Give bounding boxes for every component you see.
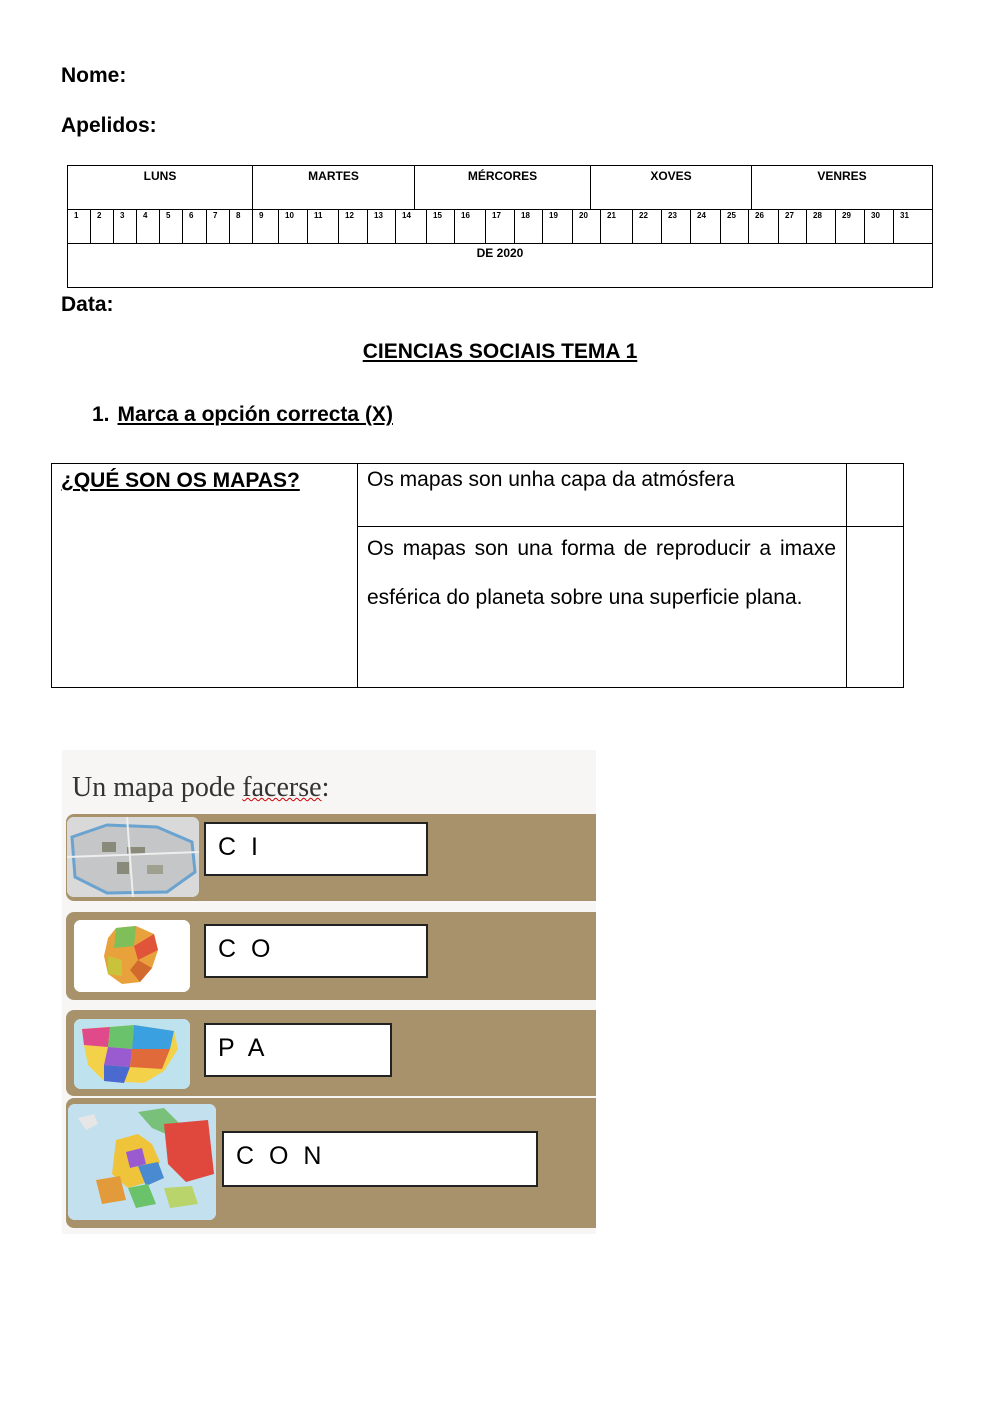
calendar-day-number[interactable]: 11 [308, 210, 339, 243]
option-row-1 [358, 464, 903, 527]
calendar-day-number[interactable]: 7 [207, 210, 230, 243]
surname-label: Apelidos: [61, 114, 157, 137]
option-1-checkbox[interactable] [847, 464, 903, 526]
day-monday[interactable]: LUNS [68, 166, 253, 209]
calendar-day-number[interactable]: 16 [455, 210, 486, 243]
day-tuesday[interactable]: MARTES [253, 166, 415, 209]
calendar-day-number[interactable]: 15 [427, 210, 455, 243]
calendar-day-number[interactable]: 25 [721, 210, 749, 243]
map-types-panel [62, 750, 596, 1234]
calendar-day-number[interactable]: 21 [601, 210, 633, 243]
question-table [51, 463, 904, 688]
calendar-day-number[interactable]: 26 [749, 210, 779, 243]
calendar-day-number[interactable]: 4 [137, 210, 160, 243]
answer-box-4[interactable]: C O N [222, 1131, 538, 1187]
country-map-icon [74, 1019, 190, 1089]
calendar-day-number[interactable]: 17 [486, 210, 515, 243]
question-instruction: Marca a opción correcta (X) [117, 403, 393, 426]
option-row-2 [358, 527, 903, 687]
answer-box-1[interactable]: C I [204, 822, 428, 876]
option-2-cell [358, 527, 847, 687]
calendar-day-number[interactable]: 3 [114, 210, 137, 243]
calendar-day-number[interactable]: 1 [68, 210, 91, 243]
calendar-day-number[interactable]: 6 [183, 210, 207, 243]
calendar-day-number[interactable]: 22 [633, 210, 662, 243]
option-1-text: Os mapas son unha capa da atmósfera [358, 464, 847, 526]
calendar-day-number[interactable]: 29 [836, 210, 865, 243]
calendar-day-number[interactable]: 19 [543, 210, 573, 243]
day-friday[interactable]: VENRES [817, 169, 867, 183]
day-wednesday[interactable]: MÉRCORES [415, 166, 591, 209]
calendar-day-number[interactable]: 28 [807, 210, 836, 243]
calendar-day-number[interactable]: 31 [900, 211, 909, 220]
calendar-day-number[interactable]: 13 [368, 210, 396, 243]
calendar-day-number[interactable]: 30 [865, 210, 894, 243]
option-2-checkbox[interactable] [847, 527, 903, 687]
heading-prefix: Un mapa pode [72, 772, 243, 803]
calendar-day-number[interactable]: 5 [160, 210, 183, 243]
region-map-icon [74, 920, 190, 992]
date-calendar-table [67, 165, 933, 288]
calendar-day-number[interactable]: 2 [91, 210, 114, 243]
question-prompt-cell [52, 464, 358, 687]
map-item-country [66, 1010, 596, 1096]
question-1-heading [92, 403, 393, 427]
map-item-city [66, 814, 596, 901]
heading-word: facerse [242, 772, 322, 803]
calendar-days-row [68, 166, 932, 210]
calendar-day-number[interactable]: 12 [339, 210, 368, 243]
continent-map-icon [68, 1104, 216, 1220]
calendar-day-number[interactable]: 14 [396, 210, 427, 243]
heading-suffix: : [321, 772, 330, 803]
calendar-day-number[interactable]: 9 [253, 210, 279, 243]
day-thursday[interactable]: XOVES [591, 166, 752, 209]
answer-box-3[interactable]: P A [204, 1023, 392, 1077]
page-title [0, 340, 1000, 364]
calendar-year: DE 2020 [476, 246, 524, 260]
calendar-day-number[interactable]: 27 [779, 210, 807, 243]
name-label: Nome: [61, 64, 127, 87]
option-2-text: Os mapas son una forma de reproducir a imaxe esférica do planeta sobre una superficie plana. [367, 537, 836, 609]
calendar-day-number[interactable]: 23 [662, 210, 691, 243]
question-number: 1. [92, 403, 110, 426]
calendar-day-number[interactable]: 20 [573, 210, 601, 243]
map-types-heading [72, 772, 329, 804]
calendar-day-number[interactable]: 8 [230, 210, 253, 243]
calendar-day-number[interactable]: 10 [279, 210, 308, 243]
question-prompt: ¿QUÉ SON OS MAPAS? [61, 469, 300, 492]
map-item-region [66, 912, 596, 1000]
answer-box-2[interactable]: C O [204, 924, 428, 978]
city-map-icon [67, 817, 199, 897]
calendar-day-number[interactable]: 18 [515, 210, 543, 243]
map-item-continent [66, 1098, 596, 1228]
page-title-text: CIENCIAS SOCIAIS TEMA 1 [362, 340, 638, 363]
calendar-day-number[interactable]: 24 [691, 210, 721, 243]
calendar-numbers-row [68, 210, 932, 244]
date-label: Data: [61, 293, 114, 316]
